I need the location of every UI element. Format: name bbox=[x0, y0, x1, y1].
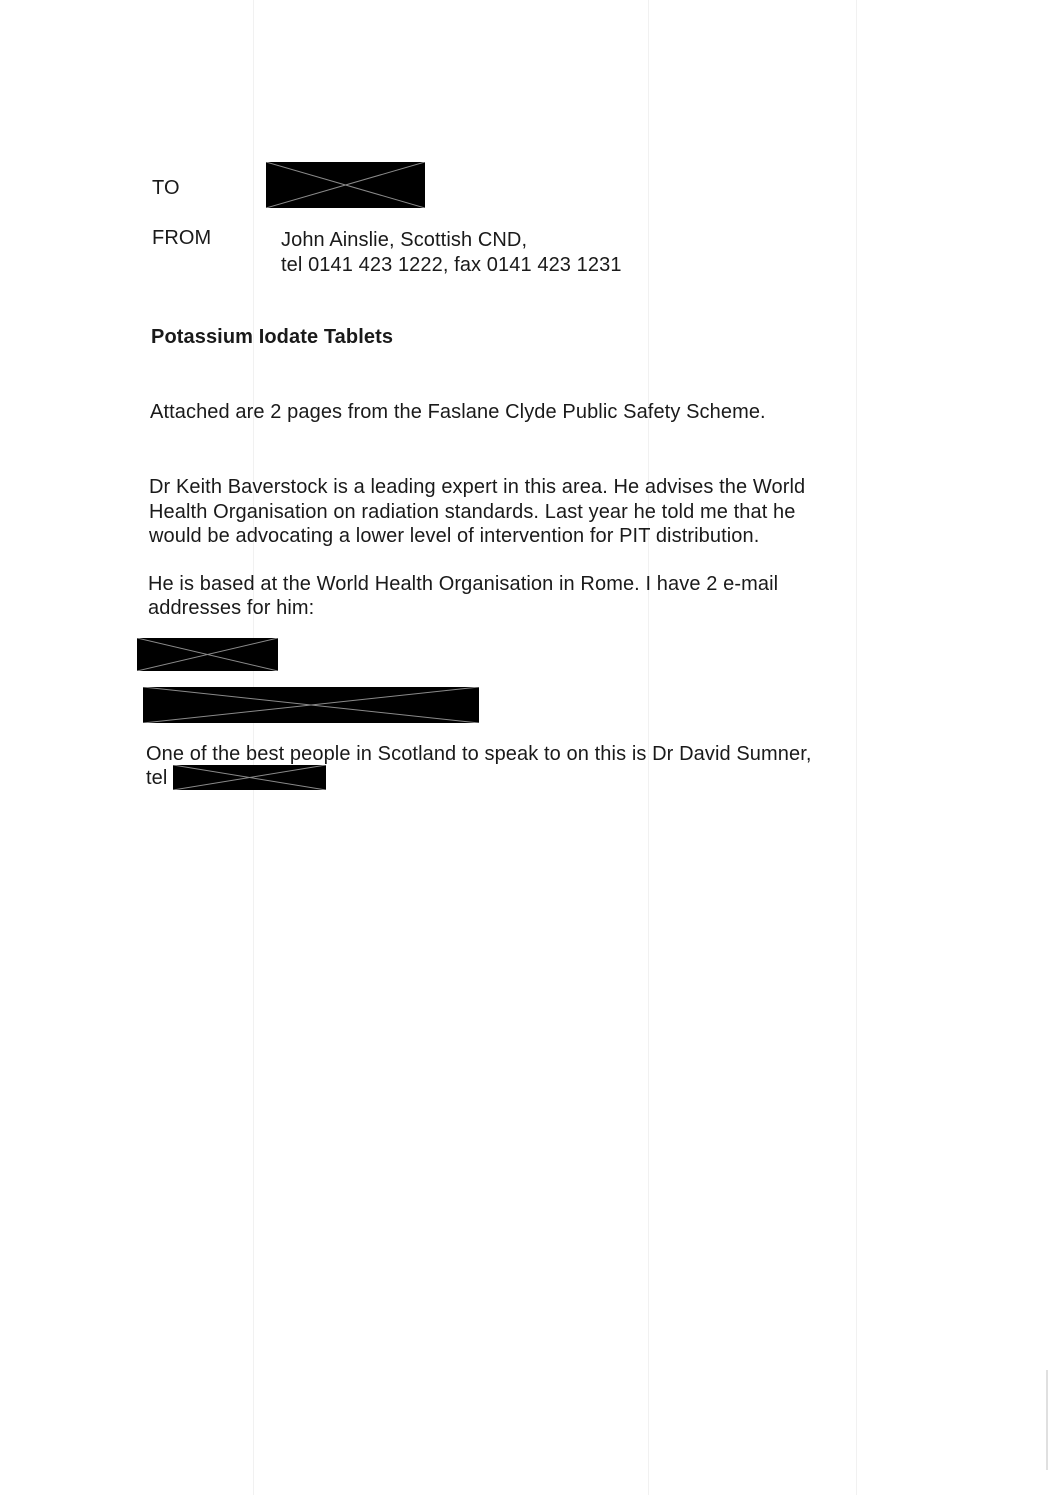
subject-heading: Potassium Iodate Tablets bbox=[151, 326, 394, 348]
redaction-box bbox=[173, 765, 326, 790]
paragraph-baverstock-line: Health Organisation on radiation standards. Last year he told me that he bbox=[149, 501, 796, 523]
redaction-cross-icon bbox=[266, 162, 425, 208]
redaction-box bbox=[137, 638, 278, 671]
sumner-tel-label: tel bbox=[146, 767, 168, 789]
paragraph-attached: Attached are 2 pages from the Faslane Clyde Public Safety Scheme. bbox=[150, 401, 766, 423]
scan-fold-line bbox=[856, 0, 857, 1495]
redaction-cross-icon bbox=[173, 765, 326, 790]
from-contact: tel 0141 423 1222, fax 0141 423 1231 bbox=[281, 254, 622, 276]
from-name: John Ainslie, Scottish CND, bbox=[281, 229, 528, 251]
to-label: TO bbox=[152, 177, 180, 199]
from-label: FROM bbox=[152, 227, 212, 249]
redaction-box bbox=[266, 162, 425, 208]
redaction-box bbox=[143, 687, 479, 723]
paragraph-rome-line: He is based at the World Health Organisation in Rome. I have 2 e-mail bbox=[148, 573, 779, 595]
redaction-cross-icon bbox=[137, 638, 278, 671]
scan-edge-mark bbox=[1046, 1370, 1048, 1470]
paragraph-baverstock-line: Dr Keith Baverstock is a leading expert in this area. He advises the World bbox=[149, 476, 806, 498]
paragraph-sumner-line: One of the best people in Scotland to speak to on this is Dr David Sumner, bbox=[146, 743, 812, 765]
paragraph-rome-line: addresses for him: bbox=[148, 597, 315, 619]
paragraph-baverstock-line: would be advocating a lower level of intervention for PIT distribution. bbox=[149, 525, 760, 547]
redaction-cross-icon bbox=[143, 687, 479, 723]
